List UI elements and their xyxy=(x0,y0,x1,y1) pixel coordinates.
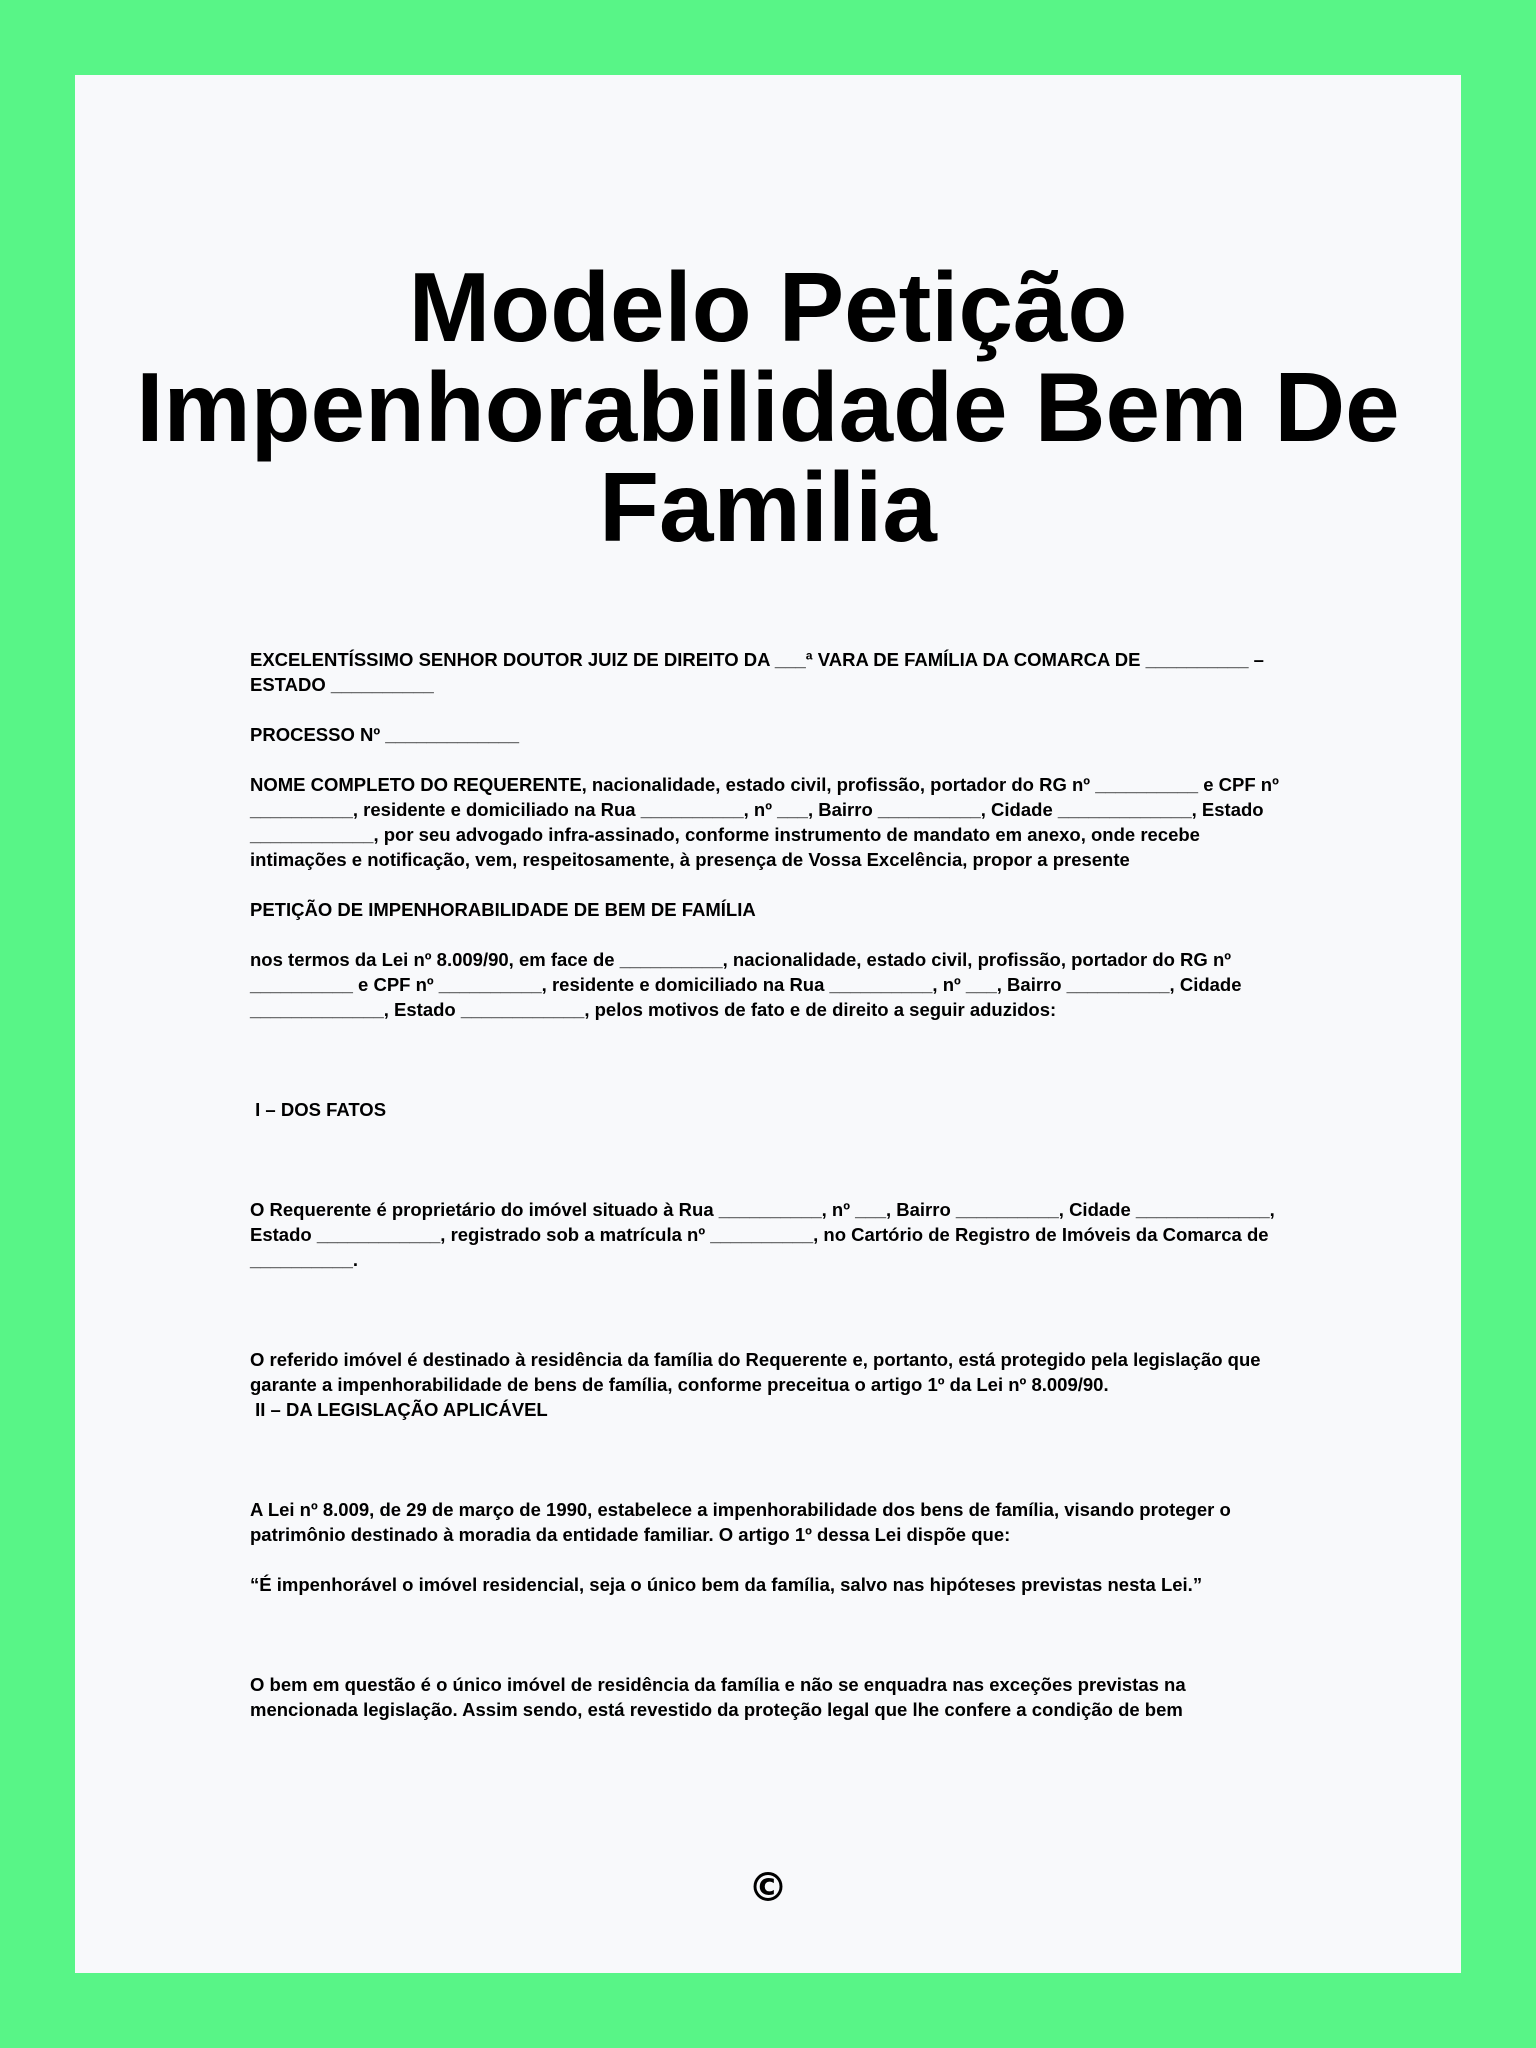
section-heading-facts: I – DOS FATOS xyxy=(250,1099,387,1120)
document-page xyxy=(75,75,1461,1973)
respondent-qualification: nos termos da Lei nº 8.009/90, em face de __________, nacionalidade, estado civil, profissão, portador do RG nº __________ e CPF nº __________, residente e domiciliado na Rua __________, nº ___, Bairro __________, Cidade _____________, Estado ____________, pelos motivos de fato e de direito a seguir aduzidos: xyxy=(250,949,1247,1020)
copyright-icon: © xyxy=(748,1865,788,1911)
document-title: Modelo Petição Impenhorabilidade Bem De Familia xyxy=(136,252,1400,562)
petition-heading: PETIÇÃO DE IMPENHORABILIDADE DE BEM DE FAMÍLIA xyxy=(250,899,756,920)
legislation-paragraph-2: O bem em questão é o único imóvel de residência da família e não se enquadra nas exceções previstas na mencionada legislação. Assim sendo, está revestido da proteção legal que lhe confere a condição de bem xyxy=(250,1674,1191,1720)
facts-paragraph-1: O Requerente é proprietário do imóvel situado à Rua __________, nº ___, Bairro __________, Cidade _____________, Estado ____________, registrado sob a matrícula nº __________, no Cartório de Registro de Imóveis da Comarca de __________. xyxy=(250,1199,1280,1270)
legislation-paragraph-1: A Lei nº 8.009, de 29 de março de 1990, estabelece a impenhorabilidade dos bens de família, visando proteger o patrimônio destinado à moradia da entidade familiar. O artigo 1º dessa Lei dispõe que: xyxy=(250,1499,1236,1545)
requester-qualification: NOME COMPLETO DO REQUERENTE, nacionalidade, estado civil, profissão, portador do RG nº __________ e CPF nº __________, residente e domiciliado na Rua __________, nº ___, Bairro __________, Cidade _____________, Estado ____________, por seu advogado infra-assinado, conforme instrumento de mandato em anexo, onde recebe intimações e notificação, vem, respeitosamente, à presença de Vossa Excelência, propor a presente xyxy=(250,774,1284,870)
court-address: EXCELENTÍSSIMO SENHOR DOUTOR JUIZ DE DIREITO DA ___ª VARA DE FAMÍLIA DA COMARCA DE __________ – ESTADO __________ xyxy=(250,649,1270,695)
process-number: PROCESSO Nº _____________ xyxy=(250,724,520,745)
document-body xyxy=(250,647,1290,1722)
legislation-quote: “É impenhorável o imóvel residencial, seja o único bem da família, salvo nas hipóteses previstas nesta Lei.” xyxy=(250,1574,1203,1595)
section-heading-legislation: II – DA LEGISLAÇÃO APLICÁVEL xyxy=(250,1399,548,1420)
facts-paragraph-2: O referido imóvel é destinado à residência da família do Requerente e, portanto, está protegido pela legislação que garante a impenhorabilidade de bens de família, conforme preceitua o artigo 1º da Lei nº 8.009/90. xyxy=(250,1349,1266,1395)
